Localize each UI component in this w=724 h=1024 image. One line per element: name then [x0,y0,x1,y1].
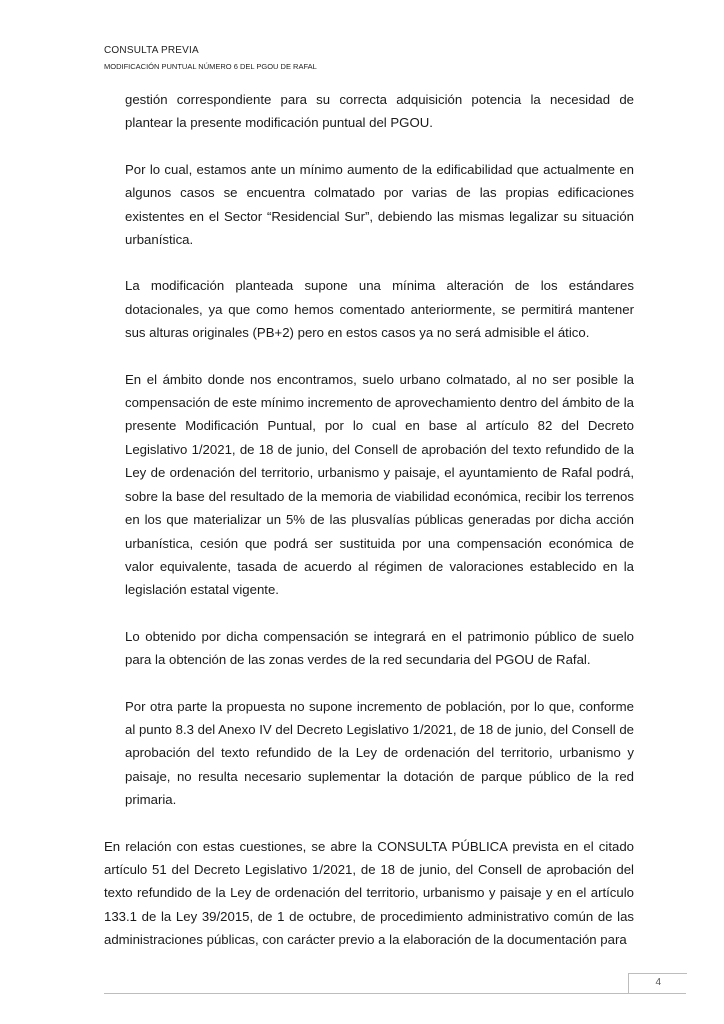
document-body [0,88,724,975]
paragraph-6: Por otra parte la propuesta no supone incremento de población, por lo que, conforme al punto 8.3 del Anexo IV del Decreto Legislativo 1/2021, de 18 de junio, del Consell de aprobación del texto refundido de la Ley de ordenación del territorio, urbanismo y paisaje, no resulta necesario suplementar la dotación de parque público de la red primaria. [125,698,634,808]
paragraph-1: gestión correspondiente para su correcta adquisición potencia la necesidad de plantear la presente modificación puntual del PGOU. [125,92,634,131]
header-title: CONSULTA PREVIA [104,45,199,56]
paragraph-4: En el ámbito donde nos encontramos, suelo urbano colmatado, al no ser posible la compensación de este mínimo incremento de aprovechamiento dentro del ámbito de la presente Modificación Puntual, por lo cual en base al artículo 82 del Decreto Legislativo 1/2021, de 18 de junio, del Consell de aprobación del texto refundido de la Ley de ordenación del territorio, urbanismo y paisaje, el ayuntamiento de Rafal podrá, sobre la base del resultado de la memoria de viabilidad económica, recibir los terrenos en los que materializar un 5% de las plusvalías públicas generadas por dicha acción urbanística, cesión que podrá ser sustituida por una compensación económica de valor equivalente, tasada de acuerdo al régimen de valoraciones establecido en la legislación estatal vigente. [125,371,634,598]
footer-divider [104,993,686,994]
paragraph-3: La modificación planteada supone una mínima alteración de los estándares dotacionales, ya que como hemos comentado anteriormente, se permitirá mantener sus alturas originales (PB+2) pero en estos casos ya no será admisible el ático. [125,278,634,341]
header-subtitle: MODIFICACIÓN PUNTUAL NÚMERO 6 DEL PGOU DE RAFAL [104,62,317,71]
paragraph-7: En relación con estas cuestiones, se abre la CONSULTA PÚBLICA prevista en el citado artículo 51 del Decreto Legislativo 1/2021, de 18 de junio, del Consell de aprobación del texto refundido de la Ley de ordenación del territorio, urbanismo y paisaje y en el artículo 133.1 de la Ley 39/2015, de 1 de octubre, de procedimiento administrativo común de las administraciones públicas, con carácter previo a la elaboración de la documentación para [104,838,634,948]
page-number-box [628,973,687,994]
paragraph-2: Por lo cual, estamos ante un mínimo aumento de la edificabilidad que actualmente en algunos casos se encuentra colmatado por varias de las propias edificaciones existentes en el Sector “Residencial Sur”, debiendo las mismas legalizar su situación urbanística. [125,161,634,248]
page-number: 4 [655,977,661,988]
paragraph-5: Lo obtenido por dicha compensación se integrará en el patrimonio público de suelo para la obtención de las zonas verdes de la red secundaria del PGOU de Rafal. [125,628,634,668]
document-header [104,44,317,73]
